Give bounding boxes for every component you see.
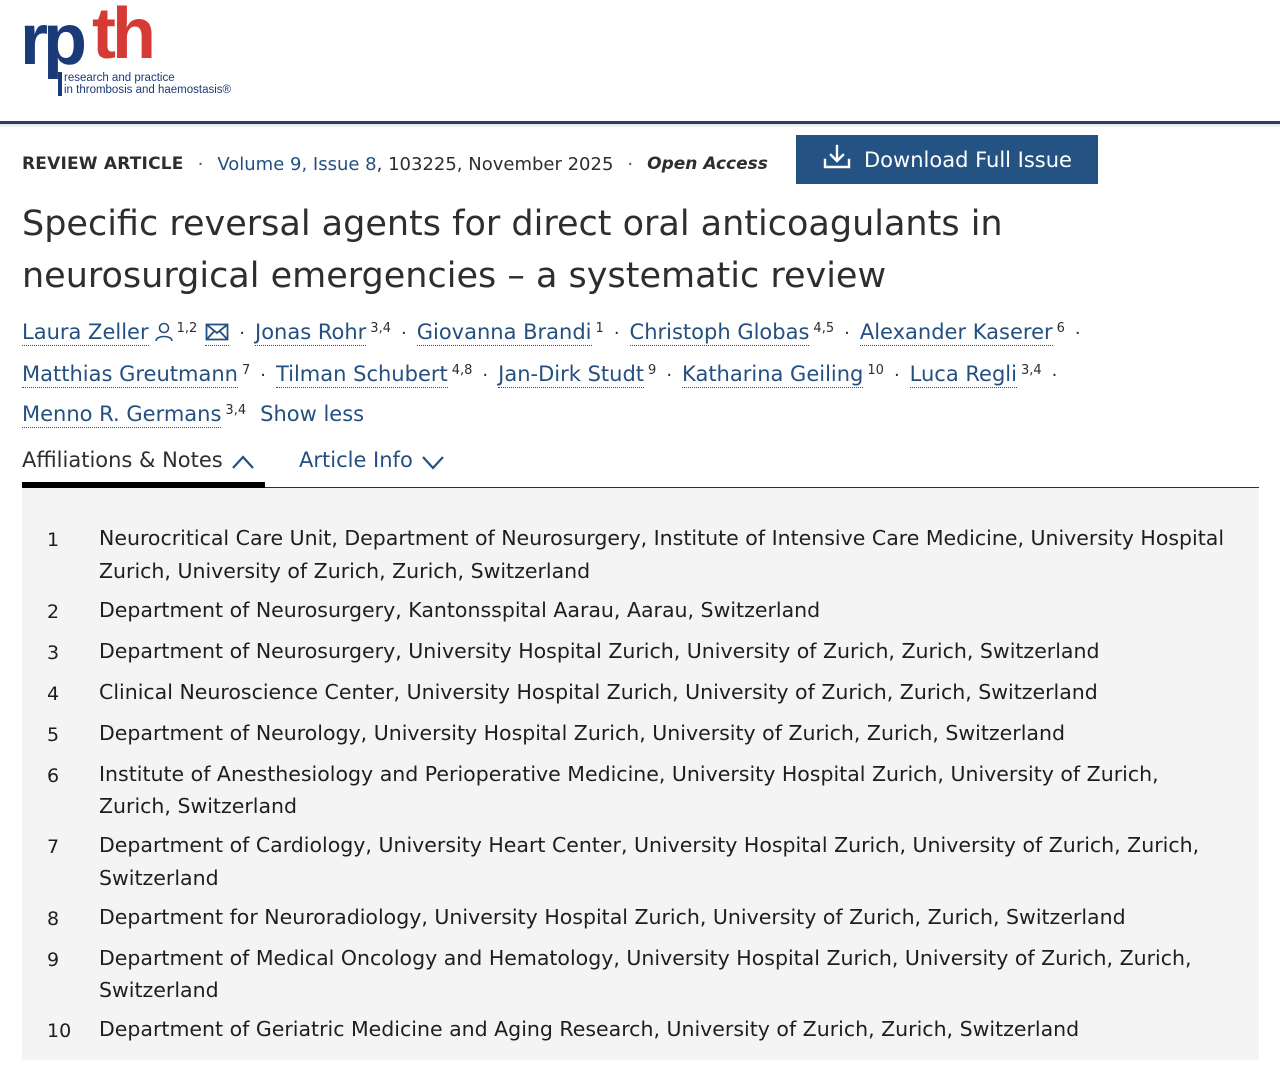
affiliation-number: 10: [47, 1020, 72, 1042]
author-christoph-globas[interactable]: [630, 320, 835, 344]
affiliation-item: [22, 635, 1259, 670]
author-name[interactable]: Alexander Kaserer: [859, 320, 1053, 344]
author-name[interactable]: Laura Zeller: [22, 320, 149, 344]
author-separator: ·: [613, 323, 620, 344]
author-tilman-schubert[interactable]: [276, 362, 472, 386]
author-affiliation-refs: 3,4: [370, 321, 391, 336]
chevron-down-icon: [421, 448, 445, 475]
author-laura-zeller[interactable]: [22, 320, 229, 344]
affiliation-text: Neurocritical Care Unit, Department of Neurosurgery, Institute of Intensive Care Medicine, University Hospital Zurich, University of Zurich, Zurich, Switzerland: [99, 526, 1225, 583]
author-affiliation-refs: 4,5: [813, 321, 835, 336]
author-affiliation-refs: 6: [1056, 321, 1065, 336]
download-icon: [822, 144, 852, 175]
tab-label: Article Info: [299, 448, 413, 472]
author-affiliation-refs: 1: [595, 321, 604, 336]
author-separator: ·: [844, 323, 850, 344]
affiliation-text: Department of Medical Oncology and Hematology, University Hospital Zurich, University of Zurich, Zurich, Switzerland: [99, 945, 1192, 1002]
affiliation-item: [22, 1013, 1259, 1048]
affiliation-number: 7: [47, 836, 60, 858]
affiliation-text: Department of Cardiology, University Heart Center, University Hospital Zurich, University of Zurich, Zurich, Switzerland: [99, 833, 1200, 890]
author-affiliation-refs: 3,4: [1020, 363, 1042, 378]
article-type: REVIEW ARTICLE: [22, 154, 184, 174]
affiliations-panel: [22, 488, 1259, 1060]
article-tabs: [22, 444, 1259, 488]
person-icon: [155, 316, 173, 355]
affiliation-item: [22, 676, 1259, 711]
volume-issue-link[interactable]: Volume 9, Issue 8: [217, 153, 377, 175]
author-alexander-kaserer[interactable]: [860, 320, 1065, 344]
author-katharina-geiling[interactable]: [682, 362, 884, 386]
email-author-link[interactable]: [205, 320, 229, 346]
author-list: [22, 313, 1252, 434]
article-meta: [22, 150, 768, 178]
logo-mark-th: th: [92, 0, 152, 74]
author-separator: ·: [893, 365, 900, 386]
author-affiliation-refs: 9: [648, 363, 657, 378]
affiliation-number: 8: [47, 907, 60, 930]
author-affiliation-refs: 7: [241, 363, 251, 378]
affiliation-text: Institute of Anesthesiology and Perioperative Medicine, University Hospital Zurich, University of Zurich, Zurich, Switzerland: [99, 761, 1159, 818]
author-affiliation-refs: 10: [867, 363, 884, 378]
article-number-date: , 103225, November 2025: [376, 153, 614, 175]
author-name[interactable]: Tilman Schubert: [275, 362, 448, 386]
open-access-label: Open Access: [647, 154, 768, 174]
affiliation-text: Department for Neuroradiology, University Hospital Zurich, University of Zurich, Zurich, Switzerland: [99, 904, 1126, 929]
author-separator: ·: [1074, 323, 1081, 344]
author-name[interactable]: Luca Regli: [909, 362, 1017, 386]
chevron-up-icon: [231, 448, 255, 475]
show-less-authors-link[interactable]: Show less: [260, 402, 365, 426]
header-shadow: [0, 124, 1280, 128]
author-name[interactable]: Matthias Greutmann: [22, 362, 238, 386]
author-name[interactable]: Giovanna Brandi: [416, 320, 592, 344]
author-separator: ·: [482, 365, 489, 386]
logo-tagline-line-2: in thrombosis and haemostasis®: [64, 84, 231, 96]
tab-affiliations-notes[interactable]: [22, 444, 265, 488]
author-name[interactable]: Katharina Geiling: [682, 362, 864, 386]
author-giovanna-brandi[interactable]: [417, 320, 604, 344]
affiliation-item: [22, 594, 1259, 629]
author-separator: ·: [400, 323, 407, 344]
affiliation-number: 4: [47, 682, 60, 705]
author-matthias-greutmann[interactable]: [22, 362, 250, 386]
affiliation-number: 6: [47, 764, 60, 787]
author-separator: ·: [1051, 365, 1058, 386]
affiliation-number: 9: [47, 948, 60, 971]
author-affiliation-refs: 1,2: [176, 321, 198, 336]
author-name[interactable]: Jan-Dirk Studt: [498, 362, 645, 386]
affiliation-item: [22, 522, 1259, 587]
meta-separator: ·: [627, 153, 634, 175]
author-affiliation-refs: 3,4: [225, 403, 247, 418]
logo-mark-rp: rp: [20, 0, 82, 80]
author-name[interactable]: Jonas Rohr: [255, 320, 367, 344]
affiliation-text: Department of Neurology, University Hospital Zurich, University of Zurich, Zurich, Switzerland: [99, 720, 1065, 745]
site-header: [0, 0, 1280, 121]
mail-icon: [205, 320, 229, 344]
affiliation-item: [22, 758, 1259, 823]
affiliation-item: [22, 901, 1259, 936]
affiliation-item: [22, 717, 1259, 752]
affiliation-item: [22, 942, 1259, 1007]
author-separator: ·: [260, 365, 266, 386]
tab-label: Affiliations & Notes: [22, 448, 223, 472]
article-title: Specific reversal agents for direct oral anticoagulants in neurosurgical emergencies – a systematic review: [22, 204, 1003, 296]
affiliation-text: Clinical Neuroscience Center, University Hospital Zurich, University of Zurich, Zurich, Switzerland: [99, 679, 1098, 704]
author-separator: ·: [666, 365, 673, 386]
affiliation-number: 2: [47, 600, 60, 623]
affiliation-number: 3: [47, 641, 60, 664]
download-button-label: Download Full Issue: [864, 147, 1072, 172]
affiliation-text: Department of Neurosurgery, University Hospital Zurich, University of Zurich, Zurich, Switzerland: [99, 638, 1100, 663]
author-affiliation-refs: 4,8: [451, 363, 473, 378]
logo-tagline: [58, 72, 231, 96]
affiliation-number: 1: [47, 529, 60, 551]
affiliation-text: Department of Neurosurgery, Kantonsspital Aarau, Aarau, Switzerland: [99, 597, 821, 622]
tab-article-info[interactable]: [299, 444, 445, 488]
affiliation-text: Department of Geriatric Medicine and Aging Research, University of Zurich, Zurich, Switzerland: [99, 1017, 1080, 1041]
author-jonas-rohr[interactable]: [255, 320, 391, 344]
logo-tagline-line-1: research and practice: [64, 72, 175, 84]
affiliation-number: 5: [47, 723, 60, 746]
author-menno-germans[interactable]: [22, 402, 246, 426]
download-full-issue-button[interactable]: [796, 135, 1098, 184]
author-separator: ·: [239, 323, 246, 344]
author-name[interactable]: Menno R. Germans: [22, 402, 222, 426]
meta-separator: ·: [197, 153, 204, 175]
journal-logo[interactable]: [20, 0, 280, 102]
affiliations-list: [22, 522, 1259, 1054]
affiliation-item: [22, 829, 1259, 894]
author-luca-regli[interactable]: [910, 362, 1042, 386]
author-name[interactable]: Christoph Globas: [629, 320, 810, 344]
author-jan-dirk-studt[interactable]: [498, 362, 656, 386]
